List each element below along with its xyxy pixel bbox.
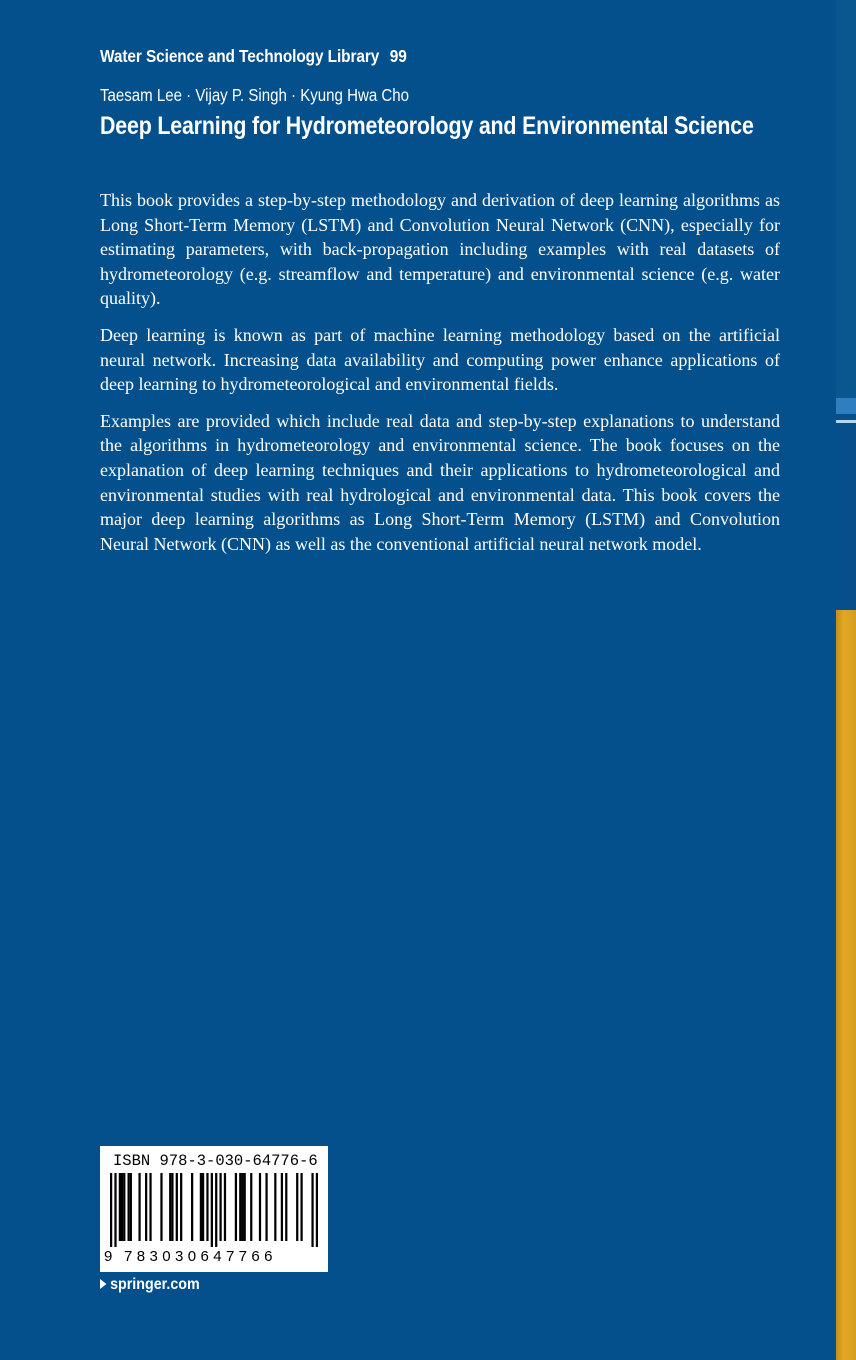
series-volume: 99 xyxy=(389,46,407,66)
barcode-bar xyxy=(110,1173,112,1247)
publisher-link[interactable] xyxy=(100,1276,200,1294)
barcode-bar xyxy=(281,1173,283,1241)
barcode-bar xyxy=(200,1173,202,1241)
barcode-bar xyxy=(145,1173,147,1241)
barcode-bar xyxy=(274,1173,276,1241)
series-line xyxy=(100,46,407,67)
barcode-bar xyxy=(180,1173,182,1241)
blurb-paragraph: Deep learning is known as part of machine learning methodology based on the artificial neural network. Increasing data availability and computing power enhance applications of deep learning to hydrometeorological and environmental fields. xyxy=(100,324,780,395)
isbn-barcode-box xyxy=(100,1146,328,1272)
barcode-bar xyxy=(176,1173,178,1241)
barcode-bar xyxy=(138,1173,140,1241)
barcode-bar xyxy=(114,1173,116,1247)
barcode-bars xyxy=(110,1173,318,1247)
series-name: Water Science and Technology Library xyxy=(100,46,380,66)
book-title: Deep Learning for Hydrometeorology and Environmental Science xyxy=(100,112,754,140)
barcode-bar xyxy=(244,1173,246,1241)
barcode-bar xyxy=(119,1173,121,1241)
barcode-bar xyxy=(206,1173,208,1241)
triangle-arrow-icon xyxy=(100,1279,106,1289)
barcode-bar xyxy=(311,1173,313,1247)
barcode-bar xyxy=(250,1173,252,1241)
barcode-bar xyxy=(241,1173,243,1241)
blurb-paragraph: This book provides a step-by-step methodology and derivation of deep learning algorithms as Long Short-Term Memory (LSTM) and Convolution Neural Network (CNN), especially for estimating parameters, with back-propagation including examples with real datasets of hydrometeorology (e.g. streamflow and temperature) and environmental science (e.g. water quality). xyxy=(100,190,780,309)
spine-yellow-band xyxy=(836,610,856,1360)
barcode-bar xyxy=(215,1173,217,1247)
barcode-bar xyxy=(224,1173,226,1241)
spine-blue-band xyxy=(836,0,856,405)
barcode-bar xyxy=(235,1173,237,1241)
barcode-bar xyxy=(316,1173,318,1247)
barcode-bar xyxy=(123,1173,125,1241)
isbn-label: ISBN 978-3-030-64776-6 xyxy=(113,1152,318,1170)
barcode-bar xyxy=(265,1173,267,1241)
barcode-bar xyxy=(202,1173,204,1241)
barcode-lead-digit: 9 xyxy=(104,1248,113,1265)
barcode-bar xyxy=(285,1173,287,1241)
publisher-link-text[interactable]: springer.com xyxy=(110,1276,200,1293)
barcode-bar xyxy=(121,1173,123,1241)
barcode-bar xyxy=(300,1173,302,1241)
barcode-bar xyxy=(239,1173,241,1241)
barcode-bar xyxy=(169,1173,171,1241)
barcode-bar xyxy=(128,1173,130,1241)
barcode-bar xyxy=(219,1173,221,1241)
spine-thin-line xyxy=(836,420,856,423)
barcode-bar xyxy=(149,1173,151,1241)
barcode-bar xyxy=(171,1173,173,1241)
barcode-bar xyxy=(191,1173,193,1241)
barcode-bar xyxy=(296,1173,298,1241)
barcode-digits: 783030647766 xyxy=(124,1248,277,1265)
spine-light-stripe xyxy=(836,398,856,414)
author-line: Taesam Lee · Vijay P. Singh · Kyung Hwa Cho xyxy=(100,85,409,105)
barcode-bar xyxy=(130,1173,132,1241)
blurb xyxy=(100,188,780,568)
barcode-bar xyxy=(259,1173,261,1241)
blurb-paragraph: Examples are provided which include real data and step-by-step explanations to understand the algorithms in hydrometeorology and environmental science. The book focuses on the explanation of deep learning techniques and their applications to hydrometeorological and environmental studies with real hydrological and environmental data. This book covers the major deep learning algorithms as Long Short-Term Memory (LSTM) and Convolution Neural Network (CNN) as well as the conventional artificial neural network model. xyxy=(100,410,780,554)
barcode-bar xyxy=(211,1173,213,1247)
barcode-bar xyxy=(160,1173,162,1241)
